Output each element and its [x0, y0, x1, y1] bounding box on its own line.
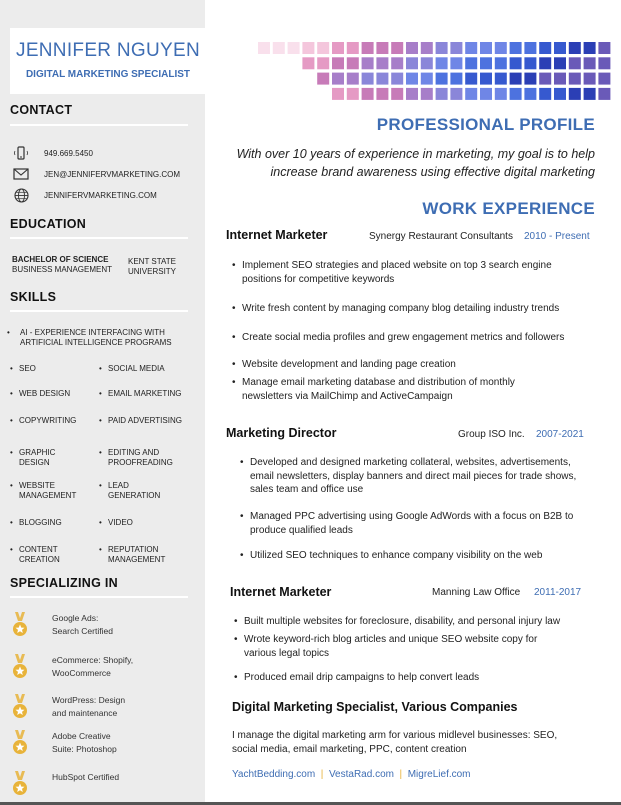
job-bullet: • Implement SEO strategies and placed website on top 3 search engine positions for competitive keywords	[232, 260, 552, 285]
job-bullet: • Website development and landing page creation	[232, 359, 456, 370]
specialty-label: Search Certified	[52, 626, 113, 637]
specialty-label: Adobe Creative	[52, 731, 111, 741]
skill-label: GENERATION	[108, 491, 161, 501]
specialty-item	[12, 730, 117, 756]
skill-item: • BLOGGING	[10, 518, 62, 527]
job-title: Internet Marketer	[230, 585, 332, 599]
job-title: Internet Marketer	[226, 228, 328, 242]
contact-phone-text: 949.669.5450	[44, 148, 93, 158]
portfolio-link[interactable]: MigreLief.com	[407, 769, 471, 780]
specialty-item	[12, 612, 113, 638]
job-summary	[232, 729, 557, 756]
skill-label: REPUTATION	[108, 545, 159, 554]
job-bullet: • Manage email marketing database and distribution of monthly newsletters via MailChimp and ActiveCampaign	[232, 377, 515, 402]
education-school-block	[128, 257, 176, 278]
bullet-line: email newsletters, display banners and direct mail pieces for trade shows,	[250, 470, 577, 482]
specialty-label: WordPress: Design	[52, 695, 126, 705]
specializing-heading: SPECIALIZING IN	[10, 576, 118, 590]
job-bullet: • Wrote keyword-rich blog articles and unique SEO website copy for various legal topics	[234, 634, 538, 659]
skill-label: MANAGEMENT	[108, 555, 166, 565]
bullet-line: Website development and landing page creation	[242, 359, 456, 370]
job-bullet: • Developed and designed marketing collateral, websites, advertisements, email newsletters, display banners and direct mail pieces for trade shows, sales team and office use	[240, 457, 577, 495]
specialty-label: Suite: Photoshop	[52, 744, 117, 755]
specialty-label: HubSpot Certified	[52, 772, 120, 782]
sidebar	[0, 0, 205, 805]
skill-label: BLOGGING	[19, 518, 62, 527]
skill-label: VIDEO	[108, 518, 133, 527]
skill-label: SEO	[19, 364, 36, 373]
bullet-line: Developed and designed marketing collateral, websites, advertisements,	[250, 457, 571, 468]
education-rule	[10, 237, 188, 239]
portfolio-links	[232, 768, 471, 782]
education-degree-block	[12, 255, 112, 276]
profile-line2: increase brand awareness using effective digital marketing	[270, 165, 595, 180]
skill-item: • LEAD GENERATION	[99, 481, 161, 501]
skill-item: • SOCIAL MEDIA	[99, 364, 165, 373]
skill-item: • COPYWRITING	[10, 416, 77, 425]
job-bullet: • Built multiple websites for foreclosure, disability, and personal injury law	[234, 616, 561, 627]
skill-item: • SEO	[10, 364, 36, 373]
job-company: Group ISO Inc.	[458, 429, 525, 440]
specializing-rule	[10, 596, 188, 598]
candidate-name: JENNIFER NGUYEN	[16, 40, 200, 61]
skills-heading: SKILLS	[10, 290, 57, 304]
skill-label: GRAPHIC	[19, 448, 56, 457]
skill-item: • VIDEO	[99, 518, 133, 527]
mail-icon	[12, 167, 30, 181]
skill-label: SOCIAL MEDIA	[108, 364, 165, 373]
bullet-line: sales team and office use	[250, 484, 364, 495]
summary-line: I manage the digital marketing arm for various midlevel businesses: SEO,	[232, 730, 558, 741]
job-bullet: • Write fresh content by managing company blog detailing industry trends	[232, 303, 560, 314]
specialty-label: Google Ads:	[52, 613, 99, 623]
bullet-line: Manage email marketing database and distribution of monthly	[242, 377, 515, 388]
specialty-label: and maintenance	[52, 708, 118, 719]
bullet-line: produce qualified leads	[250, 524, 353, 536]
summary-line: social media, email marketing, PPC, content creation	[232, 743, 467, 755]
bullet-line: Write fresh content by managing company blog detailing industry trends	[242, 303, 560, 314]
skill-label: COPYWRITING	[19, 416, 77, 425]
bullet-line: various legal topics	[244, 647, 330, 659]
job-dates: 2007-2021	[536, 429, 584, 440]
specialty-label: WooCommerce	[52, 668, 111, 679]
skill-item: • CONTENT CREATION	[10, 545, 60, 565]
specialty-item	[12, 771, 119, 784]
education-school-line2: UNIVERSITY	[128, 267, 177, 277]
education-degree: BACHELOR OF SCIENCE	[12, 255, 109, 264]
globe-icon	[12, 188, 30, 202]
contact-heading: CONTACT	[10, 103, 73, 117]
job-bullet: • Produced email drip campaigns to help convert leads	[234, 672, 480, 683]
skill-label: WEB DESIGN	[19, 389, 71, 398]
name-box	[10, 28, 206, 94]
education-field: BUSINESS MANAGEMENT	[12, 265, 113, 275]
profile-text	[215, 145, 595, 181]
contact-website-text[interactable]: JENNIFERVMARKETING.COM	[44, 190, 157, 200]
bullet-line: Managed PPC advertising using Google AdWords with a focus on B2B to	[250, 511, 574, 522]
phone-icon	[12, 146, 30, 160]
skill-label: CREATION	[19, 555, 60, 565]
profile-heading: PROFESSIONAL PROFILE	[376, 115, 595, 134]
bullet-line: Built multiple websites for foreclosure, disability, and personal injury law	[244, 616, 561, 627]
job-title: Marketing Director	[226, 426, 337, 440]
skill-label: DESIGN	[19, 458, 50, 468]
bullet-line: Utilized SEO techniques to enhance company visibility on the web	[250, 550, 543, 561]
contact-email-text[interactable]: JEN@JENNIFERVMARKETING.COM	[44, 169, 180, 179]
skill-item: • PAID ADVERTISING	[99, 416, 182, 425]
bullet-line: Create social media profiles and grew engagement metrics and followers	[242, 332, 565, 343]
job-dates: 2011-2017	[534, 587, 582, 598]
link-separator: |	[320, 769, 324, 780]
skill-label: MANAGEMENT	[19, 491, 77, 501]
medal-icon	[12, 730, 28, 761]
medal-icon	[12, 654, 28, 685]
skill-label: EDITING AND	[108, 448, 160, 457]
bullet-line: Produced email drip campaigns to help convert leads	[244, 672, 480, 683]
portfolio-link[interactable]: YachtBedding.com	[232, 769, 316, 780]
skill-item: • REPUTATION MANAGEMENT	[99, 545, 166, 565]
medal-icon	[12, 612, 28, 643]
education-school-line1: KENT STATE	[128, 257, 177, 266]
main-content	[205, 0, 621, 805]
education-heading: EDUCATION	[10, 217, 87, 231]
bullet-line: newsletters via MailChimp and ActiveCampaign	[242, 390, 453, 402]
medal-icon	[12, 694, 28, 725]
contact-website[interactable]	[12, 188, 157, 202]
skill-item: • GRAPHIC DESIGN	[10, 448, 56, 468]
skill-label: CONTENT	[19, 545, 58, 554]
portfolio-link[interactable]: VestaRad.com	[328, 769, 394, 780]
skill-ai-line2: ARTIFICIAL INTELLIGENCE PROGRAMS	[20, 338, 172, 348]
job-company: Synergy Restaurant Consultants	[369, 231, 513, 242]
job-title: Digital Marketing Specialist, Various Companies	[232, 700, 518, 714]
job-company: Manning Law Office	[432, 587, 521, 598]
bullet-line: Implement SEO strategies and placed website on top 3 search engine	[242, 260, 552, 271]
specialty-item	[12, 694, 125, 720]
bullet-line: Wrote keyword-rich blog articles and unique SEO website copy for	[244, 634, 538, 645]
skill-label: PAID ADVERTISING	[108, 416, 182, 425]
skill-ai-line1: AI - EXPERIENCE INTERFACING WITH	[20, 328, 165, 337]
candidate-title: DIGITAL MARKETING SPECIALIST	[25, 69, 191, 80]
medal-icon	[12, 771, 28, 802]
skill-ai: • AI - EXPERIENCE INTERFACING WITH ARTIFICIAL INTELLIGENCE PROGRAMS	[7, 328, 172, 348]
skill-item: • EMAIL MARKETING	[99, 389, 182, 398]
skill-label: LEAD	[108, 481, 129, 490]
job-dates: 2010 - Present	[524, 231, 590, 242]
contact-rule	[10, 124, 188, 126]
specialty-label: eCommerce: Shopify,	[52, 655, 134, 665]
skill-item: • EDITING AND PROOFREADING	[99, 448, 173, 468]
skills-rule	[10, 310, 188, 312]
job-bullet: • Create social media profiles and grew engagement metrics and followers	[232, 332, 565, 343]
contact-email[interactable]	[12, 167, 180, 181]
skill-label: PROOFREADING	[108, 458, 173, 468]
work-heading: WORK EXPERIENCE	[422, 199, 595, 218]
skill-item: • WEB DESIGN	[10, 389, 71, 398]
link-separator: |	[399, 769, 403, 780]
profile-line1: With over 10 years of experience in marketing, my goal is to help	[236, 147, 595, 161]
skill-label: EMAIL MARKETING	[108, 389, 182, 398]
specialty-item	[12, 654, 133, 680]
skill-item: • WEBSITE MANAGEMENT	[10, 481, 77, 501]
bullet-line: positions for competitive keywords	[242, 273, 395, 285]
job-bullet: • Utilized SEO techniques to enhance company visibility on the web	[240, 550, 543, 561]
job-bullet: • Managed PPC advertising using Google AdWords with a focus on B2B to produce qualified leads	[240, 511, 574, 536]
contact-phone	[12, 146, 93, 160]
skill-label: WEBSITE	[19, 481, 56, 490]
